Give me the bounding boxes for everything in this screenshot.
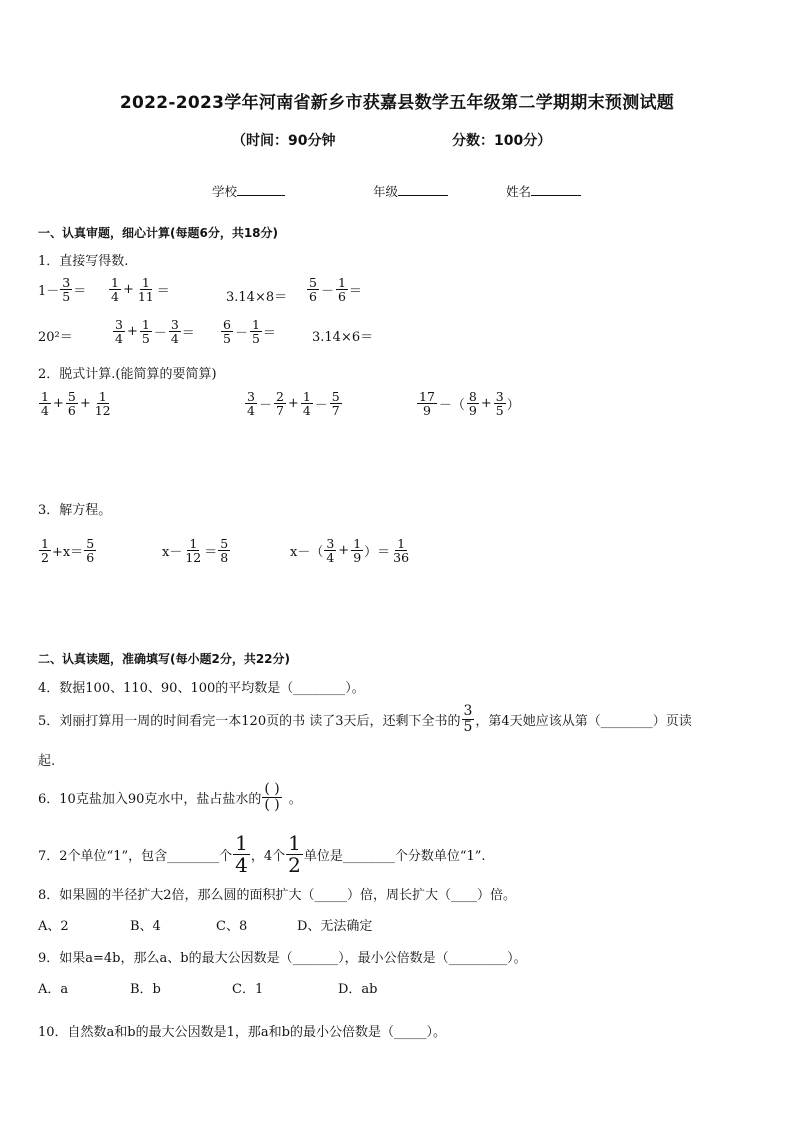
denominator: 4 [247,403,255,419]
q8-text: 8．如果圆的半径扩大2倍，那么圆的面积扩大（_____）倍，周长扩大（____）倍。 [38,888,517,903]
operator: + [480,396,492,412]
q5-part-b: ，第4天她应该从第（________）页读 [475,713,692,729]
numerator: 3 [62,275,71,290]
q3-equation-3 [290,537,412,564]
equals: ＝ [262,326,276,342]
school-field[interactable] [212,182,285,200]
numerator: 3 [463,703,473,719]
numerator: 5 [331,389,340,404]
q1-expr-7 [220,318,276,345]
q3-equation-2 [162,537,231,564]
denominator: 5 [62,289,71,305]
denominator: 4 [41,403,49,419]
q9-option-d[interactable]: D．ab [338,982,378,997]
numerator: 1 [397,536,406,551]
q1-expr-3: 3.14×8＝ [226,290,288,305]
denominator: 6 [86,550,95,566]
denominator: 5 [463,718,473,735]
name-blank[interactable] [531,183,581,196]
denominator: 4 [302,403,311,419]
numerator: 2 [275,389,284,404]
operator: + [287,396,299,412]
denominator: 5 [141,331,150,347]
grade-field[interactable] [373,182,448,200]
exam-score: 分数：100分） [452,133,552,149]
numerator: 1 [41,536,49,551]
close-paren: ） [506,398,520,414]
numerator: 3 [170,317,179,332]
expr-text: 1－ [38,284,60,300]
numerator: 1 [337,275,346,290]
operator: + [338,543,350,559]
numerator: 3 [247,389,255,404]
denominator: 9 [353,550,362,566]
page-title: 2022-2023学年河南省新乡市获嘉县数学五年级第二学期期末预测试题 [119,93,675,113]
expr-text: x－（ [290,545,324,561]
q1-expr-2 [108,276,170,303]
denominator: 7 [275,403,284,419]
denominator: 8 [220,550,229,566]
q8-option-a[interactable]: A、2 [38,919,69,934]
numerator: 1 [353,536,362,551]
grade-blank[interactable] [398,183,448,196]
q7-part-b: ，4个 [250,849,286,864]
section1-heading: 一、认真审题，细心计算(每题6分，共18分) [38,226,279,240]
school-blank[interactable] [237,183,285,196]
q2-expr-3 [416,390,520,417]
q3-equation-1 [38,537,97,564]
q7-text [38,833,486,876]
denominator: 9 [422,403,431,419]
q9-option-b[interactable]: B．b [130,982,161,997]
q1-expr-8: 3.14×6＝ [312,330,374,345]
q2-expr-1 [38,390,114,417]
numerator: 1 [141,317,150,332]
q1-expr-5: 20²＝ [38,330,73,345]
q9-option-c[interactable]: C．1 [232,982,264,997]
denominator: 4 [235,853,248,877]
expr-text: ）＝ [364,545,391,561]
section2-heading: 二、认真读题，准确填写(每小题2分，共22分) [38,652,291,666]
q8-option-c[interactable]: C、8 [216,919,248,934]
equals: ＝ [156,284,170,300]
numerator: 1 [98,389,107,404]
operator: － [234,326,248,342]
denominator: 5 [223,331,231,347]
numerator: 3 [495,389,504,404]
numerator: 8 [468,389,477,404]
operator: － [258,398,272,414]
denominator: 6 [309,289,317,305]
numerator: 3 [326,536,335,551]
operator: + [126,324,138,340]
q2-expr-2 [244,390,343,417]
name-label: 姓名 [506,184,532,199]
school-label: 学校 [212,184,238,199]
numerator: 5 [67,389,76,404]
denominator: 4 [170,331,179,347]
numerator: 1 [141,275,150,290]
operator: － [314,398,328,414]
denominator: 4 [115,331,123,347]
q9-option-a[interactable]: A．a [38,982,69,997]
q7-part-c: 单位是________个分数单位“1”. [303,849,486,864]
q4-text: 4．数据100、110、90、100的平均数是（________）。 [38,681,365,696]
operator: + [122,282,134,298]
q1-expr-4 [306,276,362,303]
numerator: 5 [309,275,317,290]
q5-text [38,704,692,734]
q1-label: 1．直接写得数. [38,254,129,269]
denominator: 5 [495,403,504,419]
operator: + [52,396,64,412]
denominator: 2 [41,550,49,566]
numerator: 1 [302,389,311,404]
grade-label: 年级 [373,184,399,199]
expr-text: +x＝ [51,545,84,561]
q3-label: 3．解方程。 [38,503,112,518]
q6-text [38,782,302,812]
denominator: 36 [393,550,410,566]
equals: ＝ [348,284,362,300]
denominator: 11 [137,289,154,305]
exam-time: （时间：90分钟 [232,133,336,149]
numerator: 1 [41,389,49,404]
q5-continuation: 起. [38,754,56,769]
q6-part-a: 6．10克盐加入90克水中，盐占盐水的 [38,791,262,807]
numerator: 1 [189,536,198,551]
q8-option-d[interactable]: D、无法确定 [297,919,373,934]
q6-part-b: 。 [288,791,302,807]
expr-text: x－ [162,545,183,561]
numerator: 6 [223,317,231,332]
q10-text: 10．自然数a和b的最大公因数是1，那a和b的最小公倍数是（_____）。 [38,1025,446,1040]
q5-part-a: 5．刘丽打算用一周的时间看完一本120页的书 读了3天后，还剩下全书的 [38,713,461,729]
numerator: 1 [251,317,260,332]
numerator: 1 [235,831,248,855]
denominator: 9 [468,403,477,419]
name-field[interactable] [506,182,581,200]
operator: + [79,396,91,412]
numerator: 17 [419,389,435,404]
denominator: 6 [67,403,76,419]
equals: ＝ [181,326,195,342]
denominator-blank[interactable]: ( ) [264,796,280,813]
numerator: 1 [111,275,119,290]
denominator: 12 [94,403,111,419]
operator: －（ [438,398,465,414]
operator: － [320,284,334,300]
q7-part-a: 7．2个单位“1”，包含________个 [38,849,233,864]
q9-text: 9．如果a=4b，那么a、b的最大公因数是（_______），最小公倍数是（_________）。 [38,951,527,966]
q8-option-b[interactable]: B、4 [130,919,161,934]
denominator: 5 [251,331,260,347]
denominator: 6 [337,289,346,305]
equals: ＝ [73,284,87,300]
denominator: 4 [111,289,119,305]
q1-expr-6 [112,318,195,345]
q2-label: 2．脱式计算.(能简算的要简算) [38,367,217,382]
q1-expr-1 [38,276,86,303]
denominator: 2 [288,853,301,877]
equals: ＝ [204,545,218,561]
denominator: 12 [185,550,202,566]
numerator: 5 [220,536,229,551]
denominator: 4 [326,550,335,566]
numerator: 1 [288,831,301,855]
operator: － [153,326,167,342]
numerator: 5 [86,536,95,551]
numerator: 3 [115,317,123,332]
denominator: 7 [331,403,340,419]
numerator-blank[interactable]: ( ) [264,781,280,797]
